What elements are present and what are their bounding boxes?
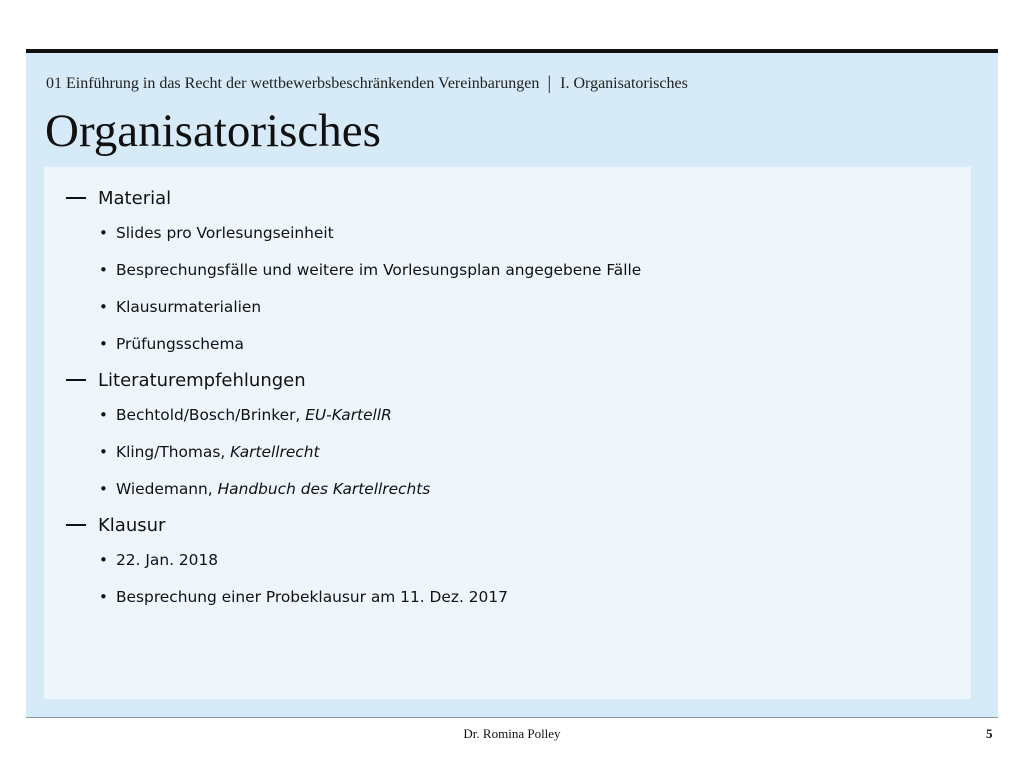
bullet-icon: • — [99, 443, 108, 461]
list-item: • Slides pro Vorlesungseinheit — [66, 215, 951, 252]
content-box — [44, 167, 971, 699]
list-item: • Besprechung einer Probeklausur am 11. Dez. 2017 — [66, 579, 951, 616]
list-item: • Kling/Thomas, Kartellrecht — [66, 434, 951, 471]
section-heading — [66, 181, 951, 215]
footer-divider — [26, 717, 998, 718]
list-item: • 22. Jan. 2018 — [66, 542, 951, 579]
list-item: • Prüfungsschema — [66, 326, 951, 363]
dash-icon — [66, 379, 86, 381]
section-literaturempfehlungen — [66, 363, 951, 508]
list-item: • Klausurmaterialien — [66, 289, 951, 326]
bullet-list — [66, 542, 951, 616]
breadcrumb — [46, 75, 688, 93]
breadcrumb-section: I. Organisatorisches — [560, 75, 688, 92]
breadcrumb-separator: | — [547, 73, 552, 94]
bullet-icon: • — [99, 551, 108, 569]
section-klausur — [66, 508, 951, 616]
breadcrumb-chapter: 01 Einführung in das Recht der wettbewerbsbeschränkenden Vereinbarungen — [46, 75, 540, 92]
section-heading-label: Material — [98, 187, 172, 209]
bullet-icon: • — [99, 224, 108, 242]
section-heading — [66, 508, 951, 542]
content — [66, 181, 951, 616]
list-item: • Wiedemann, Handbuch des Kartellrechts — [66, 471, 951, 508]
page-title: Organisatorisches — [45, 105, 381, 157]
bullet-list — [66, 397, 951, 508]
slide — [26, 49, 998, 717]
bullet-icon: • — [99, 480, 108, 498]
section-heading-label: Klausur — [98, 514, 166, 536]
list-item: • Besprechungsfälle und weitere im Vorlesungsplan angegebene Fälle — [66, 252, 951, 289]
page-number: 5 — [986, 726, 993, 741]
bullet-icon: • — [99, 261, 108, 279]
bullet-icon: • — [99, 588, 108, 606]
dash-icon — [66, 197, 86, 199]
list-item: • Bechtold/Bosch/Brinker, EU-KartellR — [66, 397, 951, 434]
bullet-icon: • — [99, 298, 108, 316]
bullet-icon: • — [99, 406, 108, 424]
bullet-icon: • — [99, 335, 108, 353]
section-material — [66, 181, 951, 363]
section-heading — [66, 363, 951, 397]
dash-icon — [66, 524, 86, 526]
bullet-list — [66, 215, 951, 363]
section-heading-label: Literaturempfehlungen — [98, 369, 306, 391]
footer-author: Dr. Romina Polley — [463, 726, 561, 741]
